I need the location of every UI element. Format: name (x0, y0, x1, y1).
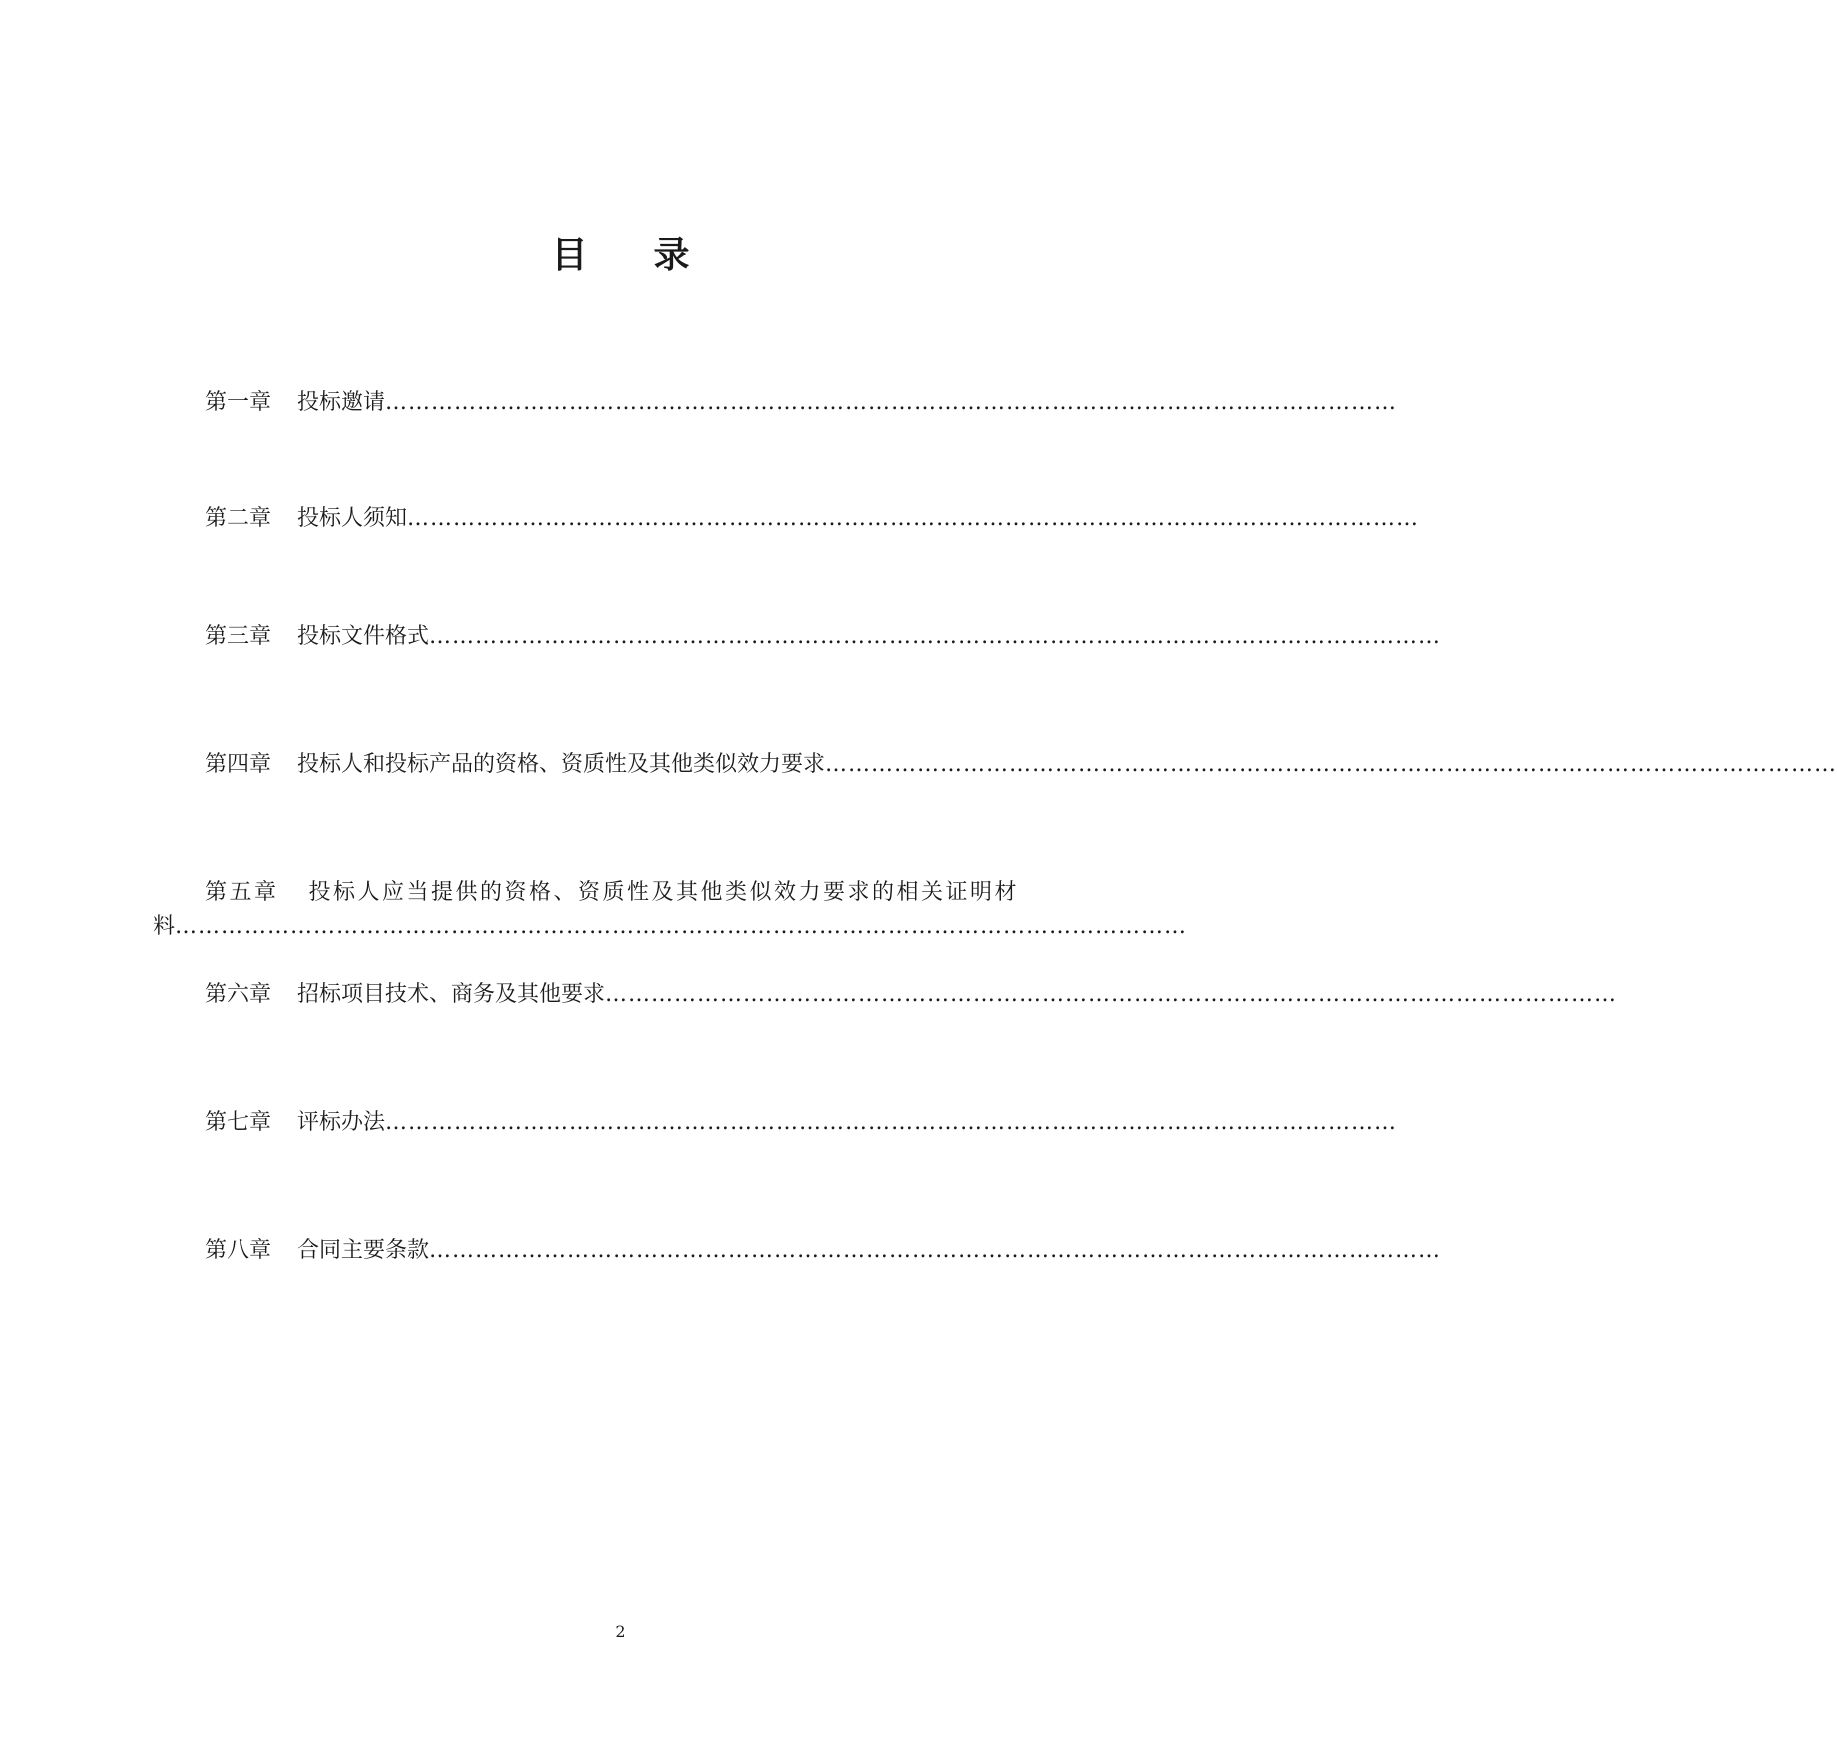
toc-chapter-number: 第六章 (205, 982, 272, 1007)
toc-entry-chapter-7[interactable] (205, 1108, 1398, 1138)
toc-chapter-number: 第七章 (205, 1110, 272, 1135)
toc-dot-leader: …………………………………………………………………………………………………………………… (429, 1238, 1442, 1263)
toc-dot-leader: …………………………………………………………………………………………………………………… (385, 390, 1398, 415)
toc-chapter-title: 合同主要条款 (297, 1238, 430, 1263)
page-title: 目录 (551, 235, 756, 276)
toc-entry-chapter-2[interactable] (205, 504, 1420, 534)
toc-entry-chapter-5[interactable] (153, 878, 1188, 942)
toc-chapter-number: 第三章 (205, 624, 272, 649)
toc-entry-chapter-1[interactable] (205, 388, 1398, 418)
toc-dot-leader: …………………………………………………………………………………………………………………… (605, 982, 1618, 1007)
toc-dot-leader: …………………………………………………………………………………………………………………… (429, 624, 1442, 649)
toc-chapter-title: 投标人须知 (297, 506, 408, 531)
page-number: 2 (615, 1622, 626, 1641)
toc-chapter-number: 第二章 (205, 506, 272, 531)
toc-chapter-title: 投标人应当提供的资格、资质性及其他类似效力要求的相关证明材 (308, 880, 1020, 905)
toc-chapter-number: 第五章 (205, 880, 279, 905)
toc-entry-chapter-6[interactable] (205, 980, 1618, 1010)
toc-dot-leader: …………………………………………………………………………………………………………………… (825, 752, 1837, 777)
toc-chapter-title: 投标文件格式 (297, 624, 430, 649)
toc-chapter-number: 第四章 (205, 752, 272, 777)
toc-dot-leader: …………………………………………………………………………………………………………………… (407, 506, 1420, 531)
toc-entry-chapter-4[interactable] (205, 750, 1837, 780)
toc-dot-leader: …………………………………………………………………………………………………………………… (385, 1110, 1398, 1135)
toc-chapter-title: 招标项目技术、商务及其他要求 (297, 982, 606, 1007)
toc-chapter-number: 第八章 (205, 1238, 272, 1263)
toc-entry-chapter-3[interactable] (205, 622, 1442, 652)
toc-chapter-title: 投标人和投标产品的资格、资质性及其他类似效力要求 (297, 752, 826, 777)
toc-chapter-title: 投标邀请 (297, 390, 386, 415)
toc-chapter-number: 第一章 (205, 390, 272, 415)
toc-chapter-title-continued: 料 (153, 914, 176, 939)
toc-entry-chapter-8[interactable] (205, 1236, 1442, 1266)
toc-dot-leader: …………………………………………………………………………………………………………………… (175, 914, 1188, 939)
toc-chapter-title: 评标办法 (297, 1110, 386, 1135)
